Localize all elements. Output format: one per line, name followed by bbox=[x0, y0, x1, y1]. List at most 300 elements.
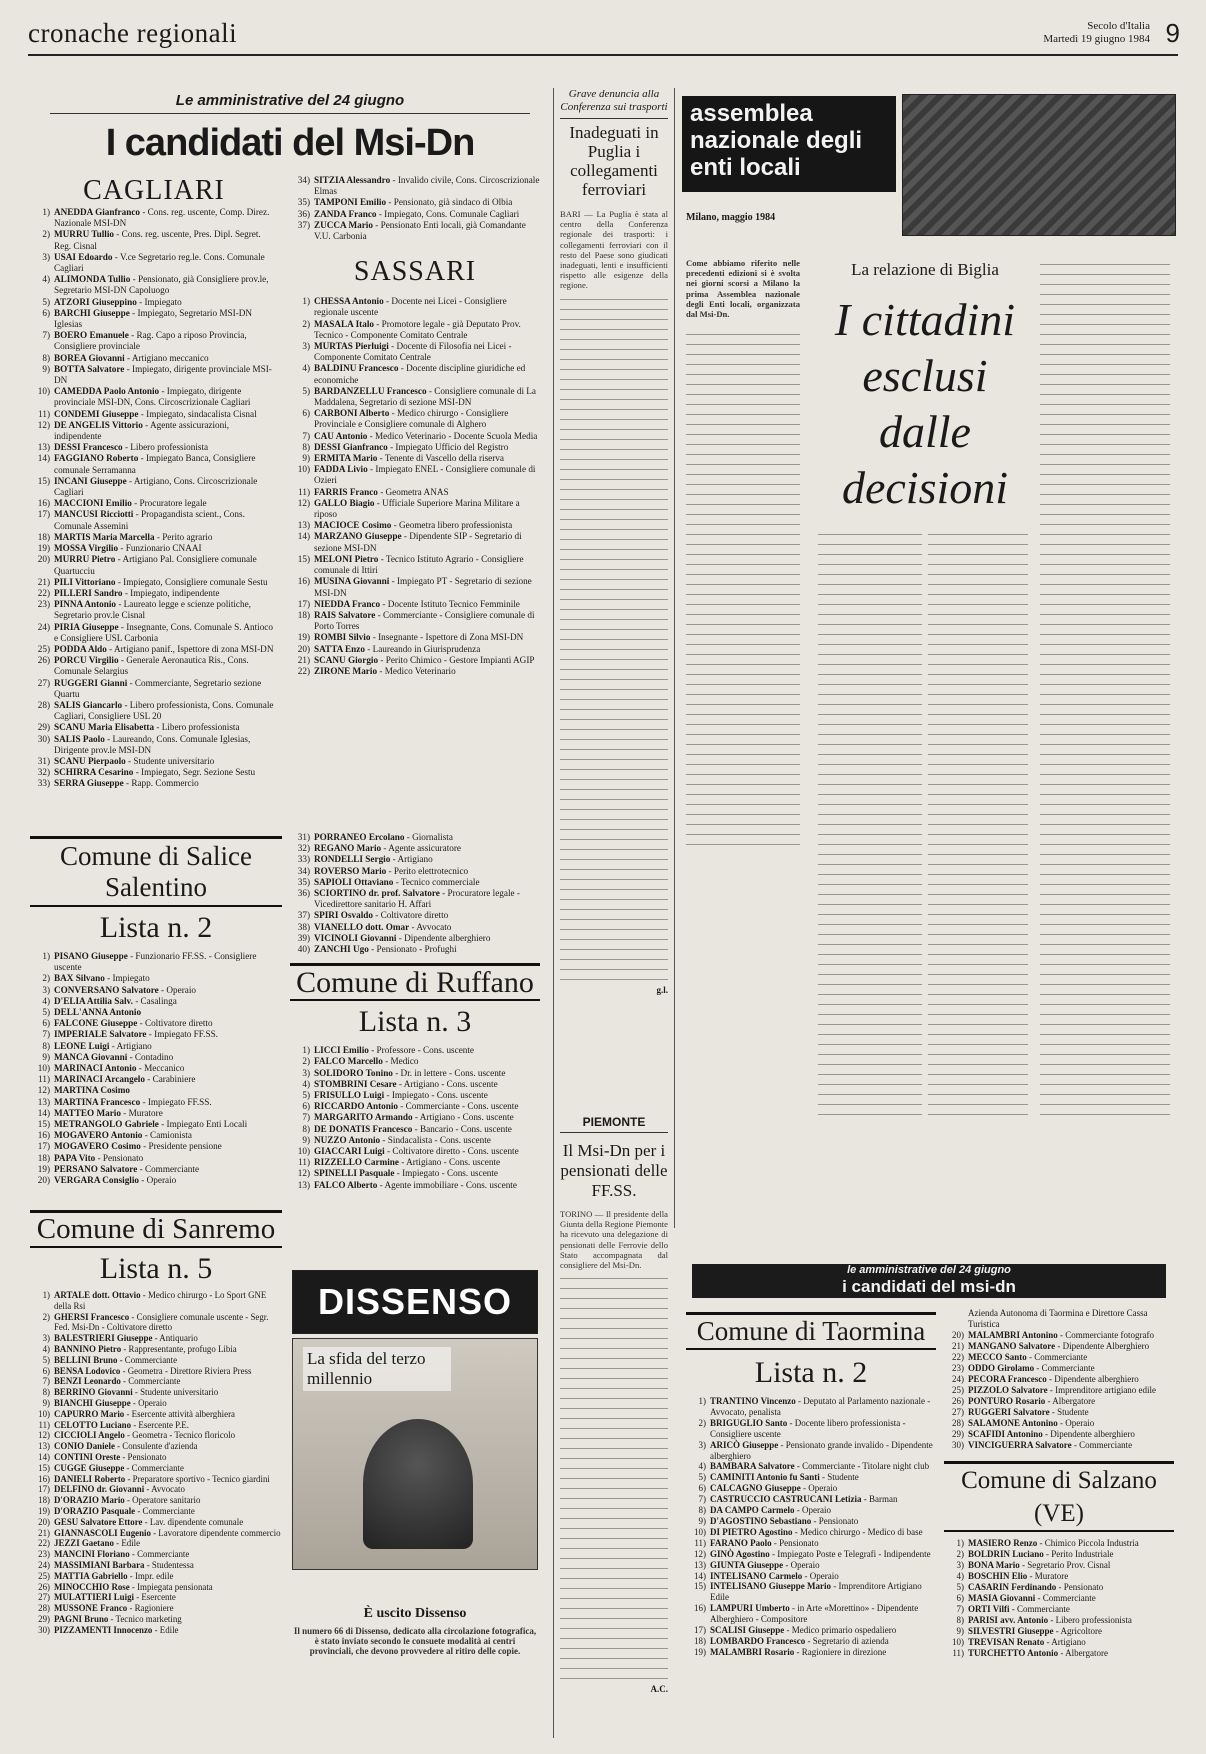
candidate-entry bbox=[686, 1647, 936, 1658]
candidates-kicker: Le amministrative del 24 giugno bbox=[175, 92, 405, 109]
candidate-name: PIZZAMENTI Innocenzo bbox=[54, 1624, 153, 1635]
candidate-name: GINÒ Agostino bbox=[710, 1548, 770, 1559]
ruffano-section bbox=[290, 832, 540, 1191]
candidate-name: BAX Silvano bbox=[54, 973, 105, 984]
candidate-entry bbox=[290, 1079, 540, 1090]
assembly-photo bbox=[902, 94, 1176, 236]
candidate-description: - Medico chirurgo - Consigliere Provinciale e Consigliere comunale di Alghero bbox=[314, 408, 509, 430]
candidate-description: - Meccanico bbox=[136, 1063, 185, 1074]
candidate-name: DESSI Francesco bbox=[54, 442, 123, 453]
candidate-description: - Presidente pensione bbox=[140, 1141, 222, 1152]
candidate-number: 15) bbox=[297, 553, 310, 564]
candidate-number: 17) bbox=[37, 509, 50, 520]
candidate-entry bbox=[290, 341, 540, 363]
candidate-entry bbox=[944, 1352, 1174, 1363]
candidate-description: - Medico bbox=[382, 1056, 419, 1067]
candidate-entry bbox=[30, 622, 278, 644]
candidate-description: - Rapp. Commercio bbox=[123, 778, 199, 789]
candidate-name: MUSSONE Franco bbox=[54, 1603, 128, 1614]
candidate-description: - Sindacalista - Cons. uscente bbox=[380, 1134, 491, 1145]
candidate-name: INCANI Giuseppe bbox=[54, 475, 127, 486]
candidate-entry bbox=[30, 1528, 282, 1539]
candidate-description: - Laureando in Giurisprudenza bbox=[364, 643, 481, 654]
candidate-number: 7) bbox=[42, 330, 50, 341]
candidate-name: MELONI Pietro bbox=[314, 553, 379, 564]
candidate-number: 29) bbox=[952, 1429, 964, 1439]
candidate-name: LEONE Luigi bbox=[54, 1040, 110, 1051]
candidate-description: - Tecnico Istituto Agrario - Consigliere comunale di Ittiri bbox=[314, 553, 524, 576]
candidate-description: - Perito Industriale bbox=[1043, 1549, 1114, 1559]
candidate-name: CONTINI Oreste bbox=[54, 1451, 121, 1462]
candidate-description: - Commerciante bbox=[137, 1163, 200, 1174]
candidate-entry bbox=[686, 1396, 936, 1418]
candidate-number: 16) bbox=[694, 1603, 706, 1614]
candidate-name: GIUNTA Giuseppe bbox=[710, 1559, 784, 1570]
candidate-name: FARRIS Franco bbox=[314, 486, 378, 497]
candidate-number: 18) bbox=[297, 609, 310, 620]
taormina-section bbox=[686, 1308, 936, 1658]
sanremo-list bbox=[30, 1290, 282, 1636]
candidate-name: ZIRONE Mario bbox=[314, 665, 378, 676]
candidates-box bbox=[30, 88, 550, 828]
candidate-name: PARISI avv. Antonio bbox=[968, 1615, 1049, 1625]
candidate-entry bbox=[290, 888, 540, 910]
candidate-name: ROVERSO Mario bbox=[314, 865, 387, 876]
candidate-entry bbox=[30, 1538, 282, 1549]
piemonte-signature: A.C. bbox=[650, 1684, 668, 1695]
candidate-entry bbox=[30, 1560, 282, 1571]
candidate-name: SCANU Maria Elisabetta bbox=[54, 722, 155, 733]
enti-body-col2 bbox=[928, 530, 1028, 1120]
candidate-name: SCALISI Giuseppe bbox=[710, 1625, 785, 1636]
candidate-description: - Laureando, Cons. Comunale Iglesias, Dirigente prov.le MSI-DN bbox=[54, 733, 251, 755]
candidate-number: 19) bbox=[694, 1646, 706, 1657]
candidate-entry bbox=[686, 1516, 936, 1527]
candidate-number: 24) bbox=[952, 1374, 964, 1384]
taormina-lista: Lista n. 2 bbox=[754, 1356, 868, 1389]
candidate-number: 1) bbox=[42, 951, 50, 961]
candidate-number: 2) bbox=[302, 318, 310, 329]
candidate-name: MALAMBRI Rosario bbox=[710, 1646, 795, 1657]
candidate-number: 15) bbox=[37, 475, 50, 486]
candidate-number: 19) bbox=[38, 1505, 50, 1516]
candidate-description: - Artigiano - Cons. uscente bbox=[399, 1157, 501, 1168]
candidate-description: - Funzionario FF.SS. - Consigliere uscente bbox=[54, 951, 257, 973]
candidate-description: - Commerciante bbox=[120, 1376, 181, 1387]
trasporti-body bbox=[560, 295, 668, 985]
candidate-entry bbox=[290, 453, 540, 464]
city-sassari: SASSARI bbox=[353, 256, 477, 288]
header-rule bbox=[28, 54, 1178, 56]
candidate-name: RAIS Salvatore bbox=[314, 609, 376, 620]
candidate-entry bbox=[944, 1604, 1174, 1615]
candidate-number: 7) bbox=[42, 1029, 50, 1040]
candidate-entry bbox=[290, 487, 540, 498]
candidate-description: - Impr. edile bbox=[127, 1570, 174, 1581]
candidate-name: REGANO Mario bbox=[314, 843, 382, 854]
candidate-name: DELFINO dr. Giovanni bbox=[54, 1484, 145, 1495]
candidate-entry bbox=[30, 1130, 282, 1141]
candidate-description: - Studente universitario bbox=[132, 1387, 219, 1398]
candidate-description: - Dipendente alberghiero bbox=[1042, 1429, 1135, 1439]
piemonte-article bbox=[560, 1115, 668, 1694]
candidate-description: - Impiegato PT - Segretario di sezione MSI-DN bbox=[314, 576, 532, 598]
candidate-name: MASALA Italo bbox=[314, 318, 374, 329]
candidate-description: - Commerciante bbox=[124, 1462, 184, 1473]
candidate-name: MURRU Pietro bbox=[54, 554, 116, 565]
candidate-name: ZANDA Franco bbox=[314, 208, 377, 219]
candidate-entry bbox=[290, 1068, 540, 1079]
candidate-number: 38) bbox=[297, 921, 310, 932]
candidate-name: BOREA Giovanni bbox=[54, 352, 125, 363]
candidate-description: - Lav. dipendente comunale bbox=[142, 1516, 244, 1527]
candidate-name: BARDANZELLU Francesco bbox=[314, 385, 427, 396]
candidate-entry bbox=[290, 933, 540, 944]
salice-lista: Lista n. 2 bbox=[99, 911, 213, 944]
dissenso-subtitle: La sfida del terzo millennio bbox=[303, 1347, 451, 1391]
candidate-number: 22) bbox=[37, 587, 50, 598]
candidate-description: - Consigliere comunale uscente - Segr. Fed. Msi-Dn - Coltivatore diretto bbox=[54, 1311, 269, 1333]
candidate-name: BENZI Leonardo bbox=[54, 1376, 121, 1387]
candidate-name: MANGANO Salvatore bbox=[968, 1341, 1056, 1351]
candidate-description: - Edile bbox=[152, 1624, 179, 1635]
candidate-name: CARBONI Alberto bbox=[314, 408, 390, 419]
candidate-description: - Albergatore bbox=[1058, 1648, 1108, 1658]
candidate-number: 36) bbox=[297, 208, 310, 219]
candidate-entry bbox=[290, 632, 540, 643]
candidate-description: - Docente di Filosofia nei Licei - Componente Comitato Centrale bbox=[314, 341, 512, 363]
candidate-number: 22) bbox=[952, 1352, 964, 1362]
enti-intro: Come abbiamo riferito nelle precedenti edizioni si è svolta nei giorni scorsi a Milano la prima Assemblea nazionale degli Enti locali, organizzata dal Msi-Dn. bbox=[686, 258, 800, 320]
candidate-entry bbox=[30, 756, 278, 767]
candidate-name: DE DONATIS Francesco bbox=[314, 1123, 413, 1134]
candidate-name: TREVISAN Renato bbox=[968, 1637, 1045, 1647]
candidate-name: SALIS Paolo bbox=[54, 733, 105, 744]
candidate-description: - Impiegato, Segr. Sezione Sestu bbox=[133, 767, 256, 778]
candidate-number: 30) bbox=[38, 1624, 50, 1635]
candidate-name: MINOCCHIO Rose bbox=[54, 1581, 130, 1592]
taormina-banner-top: le amministrative del 24 giugno bbox=[847, 1264, 1011, 1276]
candidate-entry bbox=[290, 1124, 540, 1135]
candidate-entry bbox=[30, 353, 278, 364]
candidate-entry bbox=[30, 1074, 282, 1085]
candidate-number: 13) bbox=[37, 1096, 50, 1107]
candidate-entry bbox=[290, 832, 540, 843]
candidate-name: D'ORAZIO Pasquale bbox=[54, 1505, 136, 1516]
candidate-description: - Docente discipline giuridiche ed economiche bbox=[314, 363, 526, 385]
candidate-number: 12) bbox=[37, 419, 50, 430]
candidate-entry bbox=[944, 1637, 1174, 1648]
candidate-name: NIEDDA Franco bbox=[314, 598, 381, 609]
candidate-description: - Commerciante bbox=[1026, 1352, 1088, 1362]
candidate-number: 34) bbox=[297, 175, 310, 185]
candidate-name: ZANCHI Ugo bbox=[314, 944, 369, 955]
candidate-entry bbox=[30, 1355, 282, 1366]
candidate-description: - Libero professionista, Cons. Comunale Cagliari, Consigliere USL 20 bbox=[54, 699, 274, 722]
candidate-number: 8) bbox=[302, 1123, 310, 1134]
candidate-number: 35) bbox=[297, 197, 310, 208]
candidate-number: 36) bbox=[297, 888, 310, 899]
candidate-number: 4) bbox=[302, 1078, 310, 1089]
candidate-entry bbox=[30, 678, 278, 700]
candidate-entry bbox=[290, 922, 540, 933]
candidate-entry bbox=[30, 409, 278, 420]
candidate-entry bbox=[290, 1168, 540, 1179]
candidate-number bbox=[944, 1308, 968, 1330]
candidate-number: 37) bbox=[297, 910, 310, 921]
candidate-entry bbox=[30, 722, 278, 733]
candidate-description: - Commerciante bbox=[1009, 1604, 1070, 1614]
candidate-description: - Impiegato, dirigente provinciale MSI-DN, Cons. Circoscrizionale Cagliari bbox=[54, 386, 251, 408]
candidate-number: 11) bbox=[38, 1419, 50, 1430]
candidate-name: SILVESTRI Giuseppe bbox=[968, 1626, 1054, 1636]
candidate-entry bbox=[686, 1560, 936, 1571]
candidate-entry bbox=[290, 197, 540, 208]
candidate-name: DE ANGELIS Vittorio bbox=[54, 419, 143, 430]
candidate-number: 28) bbox=[37, 699, 50, 710]
candidate-description: - Edile bbox=[113, 1538, 141, 1549]
candidate-name: BOERO Emanuele bbox=[54, 330, 129, 341]
candidate-entry bbox=[944, 1330, 1174, 1341]
candidate-entry bbox=[686, 1581, 936, 1603]
candidate-entry bbox=[30, 1376, 282, 1387]
candidate-description: - Dipendente Alberghiero bbox=[1055, 1341, 1150, 1351]
candidate-number: 5) bbox=[42, 296, 50, 307]
candidate-description: - Medico chirurgo - Medico di base bbox=[792, 1526, 923, 1537]
candidate-name: MANCINI Floriano bbox=[54, 1549, 130, 1560]
taormina-list-continued bbox=[944, 1308, 1174, 1451]
candidate-description: - Agente immobiliare - Cons. uscente bbox=[377, 1179, 517, 1190]
enti-intro-body bbox=[686, 330, 800, 850]
candidate-name: RUGGERI Gianni bbox=[54, 677, 128, 688]
candidate-name: MASIERO Renzo bbox=[968, 1538, 1038, 1548]
candidate-entry bbox=[290, 843, 540, 854]
candidate-description: - Medico chirurgo - Lo Sport GNE della Rsi bbox=[54, 1290, 267, 1311]
candidate-name: PISANO Giuseppe bbox=[54, 951, 128, 961]
candidate-number: 2) bbox=[42, 229, 50, 240]
candidate-description: - Operaio bbox=[802, 1570, 839, 1581]
candidate-number: 19) bbox=[37, 1163, 50, 1174]
ruffano-list bbox=[290, 1045, 540, 1191]
candidate-number: 9) bbox=[302, 453, 310, 464]
candidate-entry bbox=[30, 973, 282, 984]
candidate-name: SCANU Pierpaolo bbox=[54, 755, 126, 766]
candidate-entry bbox=[30, 1063, 282, 1074]
candidate-entry bbox=[686, 1483, 936, 1494]
candidate-name: MARZANO Giuseppe bbox=[314, 531, 402, 542]
candidate-description: - Commerciante bbox=[135, 1505, 195, 1516]
sanremo-lista: Lista n. 5 bbox=[99, 1252, 213, 1285]
candidate-number: 13) bbox=[38, 1441, 50, 1452]
candidate-name: SCAFIDI Antonino bbox=[968, 1429, 1043, 1439]
candidate-name: MARTIS Maria Marcella bbox=[54, 531, 155, 542]
candidate-entry bbox=[30, 767, 278, 778]
candidate-number: 28) bbox=[38, 1603, 50, 1614]
candidate-name: SPINELLI Pasquale bbox=[314, 1168, 395, 1179]
candidate-number: 21) bbox=[37, 576, 50, 587]
candidate-description: - Impiegato Enti Locali bbox=[158, 1119, 248, 1130]
candidate-number: 6) bbox=[956, 1593, 964, 1603]
candidate-number: 2) bbox=[698, 1417, 706, 1428]
candidate-number: 3) bbox=[698, 1439, 706, 1450]
candidate-entry bbox=[686, 1440, 936, 1462]
candidate-name: PIZZOLO Salvatore bbox=[968, 1385, 1048, 1395]
candidate-name: PORRANEO Ercolano bbox=[314, 832, 405, 842]
enti-kicker: La relazione di Biglia bbox=[851, 260, 999, 279]
candidate-description: - Operaio bbox=[783, 1559, 820, 1570]
candidate-name: SATTA Enzo bbox=[314, 643, 365, 654]
candidate-name: GIACCARI Luigi bbox=[314, 1146, 385, 1157]
candidate-description: - Libero professionista bbox=[1048, 1615, 1132, 1625]
candidate-number: 25) bbox=[37, 643, 50, 654]
piemonte-label: PIEMONTE bbox=[560, 1115, 668, 1133]
ruffano-lista: Lista n. 3 bbox=[358, 1005, 472, 1039]
candidate-name: MATTEO Mario bbox=[54, 1107, 121, 1118]
section-title: cronache regionali bbox=[28, 18, 238, 48]
candidate-number: 3) bbox=[42, 251, 50, 262]
candidate-description: - Ragioniere in direzione bbox=[794, 1646, 887, 1657]
candidate-description: - Impiegato FF.SS. bbox=[140, 1096, 212, 1107]
candidate-number: 4) bbox=[698, 1461, 706, 1472]
candidate-description: - Pensionato bbox=[95, 1152, 144, 1163]
candidate-entry bbox=[290, 531, 540, 553]
candidate-entry bbox=[290, 209, 540, 220]
candidate-entry bbox=[30, 655, 278, 677]
candidate-name: MACCIONI Emilio bbox=[54, 498, 132, 509]
candidate-name: INTELISANO Giuseppe Mario bbox=[710, 1581, 832, 1592]
candidate-name: TRANTINO Vincenzo bbox=[710, 1396, 796, 1406]
candidate-name: INTELISANO Carmelo bbox=[710, 1570, 803, 1581]
candidate-entry bbox=[290, 854, 540, 865]
candidate-name: FRISULLO Luigi bbox=[314, 1090, 385, 1101]
candidate-name: SALIS Giancarlo bbox=[54, 699, 123, 710]
sassari-list bbox=[290, 296, 540, 677]
candidate-number: 18) bbox=[38, 1495, 50, 1506]
candidate-number: 21) bbox=[297, 654, 310, 665]
candidate-number: 23) bbox=[37, 599, 50, 610]
candidate-entry bbox=[30, 644, 278, 655]
candidate-number: 7) bbox=[956, 1604, 964, 1614]
candidate-number: 3) bbox=[42, 1333, 50, 1344]
candidate-name: NUZZO Antonio bbox=[314, 1134, 381, 1145]
candidate-description: - Impiegato, Consigliere comunale Sestu bbox=[115, 576, 268, 587]
candidate-entry bbox=[944, 1396, 1174, 1407]
candidate-description: - in Arte «Morettino» - Dipendente Alberghiero - Compositore bbox=[710, 1603, 919, 1625]
candidate-number: 18) bbox=[694, 1635, 706, 1646]
candidate-entry bbox=[944, 1582, 1174, 1593]
candidate-entry bbox=[290, 1146, 540, 1157]
candidate-entry bbox=[30, 330, 278, 352]
candidate-entry bbox=[30, 1029, 282, 1040]
sanremo-comune: Comune di Sanremo bbox=[30, 1210, 282, 1248]
candidate-number: 14) bbox=[694, 1570, 706, 1581]
candidate-entry bbox=[30, 1484, 282, 1495]
candidate-entry bbox=[290, 576, 540, 598]
city-cagliari: CAGLIARI bbox=[83, 175, 225, 206]
candidate-entry bbox=[686, 1527, 936, 1538]
candidate-description: - Esercente bbox=[133, 1592, 176, 1603]
candidate-entry bbox=[686, 1418, 936, 1440]
candidate-entry bbox=[30, 453, 278, 475]
candidate-number: 4) bbox=[956, 1571, 964, 1581]
candidate-name: TAMPONI Emilio bbox=[314, 197, 387, 208]
candidate-description: - Artigiano bbox=[109, 1040, 152, 1051]
enti-banner-title: assemblea nazionale degli enti locali bbox=[690, 100, 863, 181]
candidate-entry bbox=[944, 1407, 1174, 1418]
candidate-number: 11) bbox=[298, 1157, 310, 1168]
candidate-description: - Agricoltore bbox=[1053, 1626, 1102, 1636]
candidate-name: RICCARDO Antonio bbox=[314, 1101, 398, 1112]
candidate-name: STOMBRINI Cesare bbox=[314, 1078, 397, 1089]
candidate-entry bbox=[30, 554, 278, 576]
candidate-entry bbox=[30, 274, 278, 296]
candidate-number: 23) bbox=[38, 1549, 50, 1560]
candidate-name: CELOTTO Luciano bbox=[54, 1419, 132, 1430]
candidate-number: 3) bbox=[302, 341, 310, 352]
candidate-number: 2) bbox=[42, 1311, 50, 1322]
candidate-number: 24) bbox=[37, 621, 50, 632]
candidate-number: 26) bbox=[38, 1581, 50, 1592]
candidate-entry bbox=[30, 1463, 282, 1474]
candidate-entry bbox=[30, 1603, 282, 1614]
candidate-number: 4) bbox=[42, 274, 50, 285]
candidate-description: - Deputato al Parlamento nazionale - Avvocato, penalista bbox=[710, 1396, 931, 1417]
candidate-number: 19) bbox=[37, 543, 50, 554]
candidate-entry bbox=[290, 1056, 540, 1067]
candidate-name: SOLIDORO Tonino bbox=[314, 1067, 393, 1078]
candidate-number: 1) bbox=[302, 296, 310, 307]
candidate-description: - Impiegato - Cons. uscente bbox=[384, 1090, 488, 1101]
candidate-name: MOGAVERO Cosimo bbox=[54, 1141, 141, 1152]
candidate-entry bbox=[30, 1085, 282, 1096]
candidate-name: ERMITA Mario bbox=[314, 453, 378, 464]
candidate-name: MECCO Santo bbox=[968, 1352, 1027, 1362]
candidate-number: 27) bbox=[38, 1592, 50, 1603]
candidate-number: 29) bbox=[38, 1613, 50, 1624]
candidate-description: - Impiegato Poste e Telegrafi - Indipendente bbox=[769, 1548, 931, 1559]
candidate-name: BALDINU Francesco bbox=[314, 363, 399, 374]
candidate-number: 30) bbox=[952, 1440, 964, 1450]
candidate-name: JEZZI Gaetano bbox=[54, 1538, 114, 1549]
candidate-number: 1) bbox=[42, 1290, 50, 1300]
candidate-number: 33) bbox=[297, 854, 310, 865]
candidate-description: - Impiegato, indipendente bbox=[122, 587, 220, 598]
candidate-name: ARICÒ Giuseppe bbox=[710, 1439, 779, 1450]
taormina-banner-bottom: i candidati del msi-dn bbox=[842, 1277, 1016, 1296]
candidate-entry bbox=[944, 1648, 1174, 1659]
candidate-description: - Geometra libero professionista bbox=[391, 520, 513, 531]
candidate-description: - Impiegato Ufficio del Registro bbox=[387, 441, 509, 452]
candidate-number: 11) bbox=[952, 1648, 964, 1658]
candidate-name: FALCO Alberto bbox=[314, 1179, 378, 1190]
candidate-entry bbox=[30, 1153, 282, 1164]
candidate-entry bbox=[30, 1571, 282, 1582]
candidate-name: MANCA Giovanni bbox=[54, 1051, 128, 1062]
candidate-number: 7) bbox=[698, 1494, 706, 1505]
candidate-name: PONTURO Rosario bbox=[968, 1396, 1046, 1406]
enti-banner bbox=[682, 96, 896, 192]
candidate-entry bbox=[290, 877, 540, 888]
candidate-entry bbox=[290, 464, 540, 486]
candidate-number: 34) bbox=[297, 865, 310, 876]
candidate-description: - Studente bbox=[1049, 1407, 1089, 1417]
candidate-number: 11) bbox=[38, 408, 50, 419]
candidate-number: 5) bbox=[42, 1354, 50, 1365]
candidate-number: 23) bbox=[952, 1363, 964, 1373]
candidate-entry bbox=[30, 1108, 282, 1119]
candidate-number: 13) bbox=[694, 1559, 706, 1570]
candidate-entry bbox=[30, 1614, 282, 1625]
